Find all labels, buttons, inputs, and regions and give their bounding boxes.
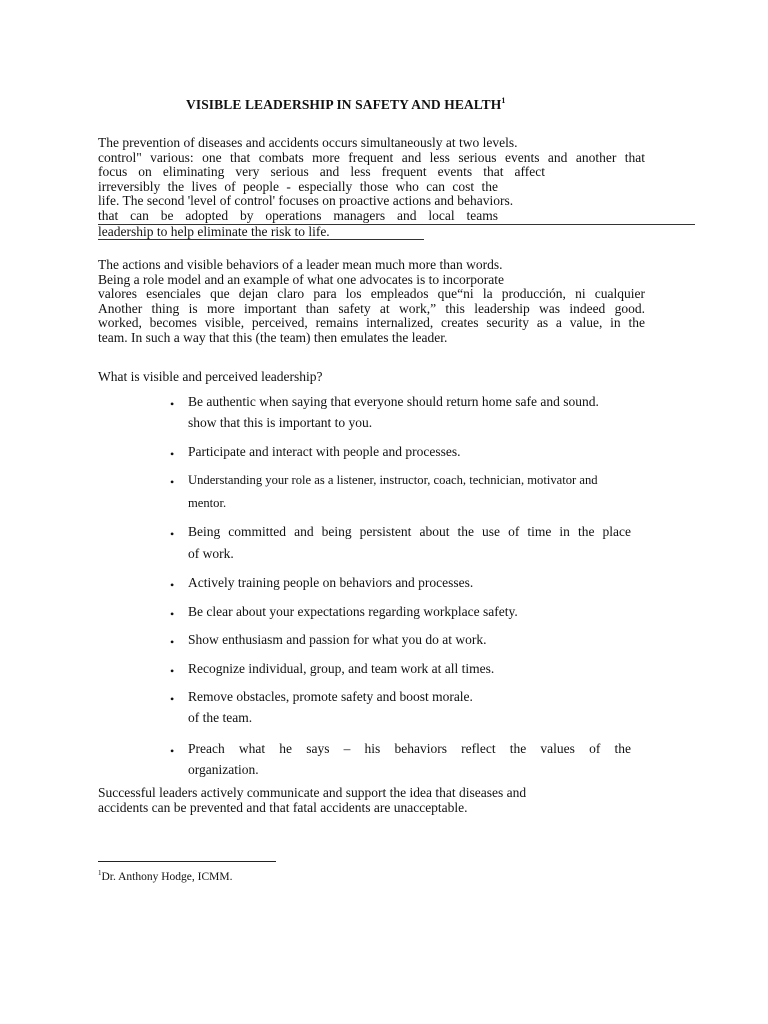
bullet-text: Participate and interact with people and processes. bbox=[188, 444, 461, 459]
bullet-text: Remove obstacles, promote safety and boost morale. bbox=[188, 689, 473, 704]
bullet-marker: • bbox=[170, 692, 175, 706]
bullet-text: mentor. bbox=[188, 496, 227, 510]
bullet-marker: • bbox=[170, 664, 175, 678]
paragraph-line: control" various: one that combats more frequent and less serious events and another that bbox=[98, 149, 645, 165]
bullet-text: Preach what he says – his behaviors reflect the values of the bbox=[188, 741, 631, 756]
bullet-text: show that this is important to you. bbox=[188, 415, 373, 430]
bullet-text: Be clear about your expectations regarding workplace safety. bbox=[188, 604, 518, 619]
underline-rule bbox=[98, 239, 424, 240]
bullet-marker: • bbox=[170, 397, 175, 411]
paragraph-line: worked, becomes visible, perceived, remains internalized, creates security as a value, in the bbox=[98, 315, 645, 331]
footnote-separator bbox=[98, 861, 276, 862]
paragraph-line: focus on eliminating very serious and less frequent events that affect bbox=[98, 164, 545, 180]
bullet-marker: • bbox=[170, 475, 175, 489]
paragraph-line: leadership to help eliminate the risk to life. bbox=[98, 223, 330, 239]
footnote-mark: 1 bbox=[98, 869, 102, 877]
paragraph-line: valores esenciales que dejan claro para los empleados que“ni la producción, ni cualquier bbox=[98, 286, 645, 302]
closing-line: Successful leaders actively communicate and support the idea that diseases and bbox=[98, 785, 527, 800]
footnote bbox=[98, 869, 232, 883]
bullet-text: Being committed and being persistent about the use of time in the place bbox=[188, 524, 631, 539]
bullet-text: Understanding your role as a listener, instructor, coach, technician, motivator and bbox=[188, 473, 598, 487]
document-title bbox=[186, 96, 505, 113]
bullet-text: Show enthusiasm and passion for what you do at work. bbox=[188, 632, 487, 647]
bullet-text: Be authentic when saying that everyone should return home safe and sound. bbox=[188, 394, 599, 409]
bullet-text: of the team. bbox=[188, 710, 253, 725]
paragraph-line: Another thing is more important than safety at work,” this leadership was indeed good. bbox=[98, 300, 645, 316]
bullet-marker: • bbox=[170, 578, 175, 592]
bullet-marker: • bbox=[170, 607, 175, 621]
paragraph-line: life. The second 'level of control' focuses on proactive actions and behaviors. bbox=[98, 193, 514, 209]
bullet-marker: • bbox=[170, 635, 175, 649]
bullet-text: Actively training people on behaviors and processes. bbox=[188, 575, 474, 590]
paragraph-line: team. In such a way that this (the team) then emulates the leader. bbox=[98, 330, 448, 345]
section-question: What is visible and perceived leadership? bbox=[98, 369, 323, 384]
title-footnote-mark: 1 bbox=[501, 96, 506, 105]
paragraph-line: The actions and visible behaviors of a leader mean much more than words. bbox=[98, 257, 503, 272]
bullet-text: of work. bbox=[188, 546, 234, 561]
bullet-marker: • bbox=[170, 527, 175, 541]
bullet-marker: • bbox=[170, 447, 175, 461]
paragraph-line: irreversibly the lives of people - especially those who can cost the bbox=[98, 178, 498, 194]
title-text: VISIBLE LEADERSHIP IN SAFETY AND HEALTH bbox=[186, 97, 502, 112]
paragraph-line: Being a role model and an example of what one advocates is to incorporate bbox=[98, 271, 504, 287]
bullet-text: organization. bbox=[188, 762, 259, 777]
footnote-text: Dr. Anthony Hodge, ICMM. bbox=[101, 871, 233, 883]
closing-line: accidents can be prevented and that fatal accidents are unacceptable. bbox=[98, 800, 468, 815]
paragraph-line: that can be adopted by operations managers and local teams bbox=[98, 208, 498, 223]
bullet-text: Recognize individual, group, and team work at all times. bbox=[188, 661, 495, 676]
bullet-marker: • bbox=[170, 744, 175, 758]
paragraph-line: The prevention of diseases and accidents occurs simultaneously at two levels. bbox=[98, 135, 518, 150]
